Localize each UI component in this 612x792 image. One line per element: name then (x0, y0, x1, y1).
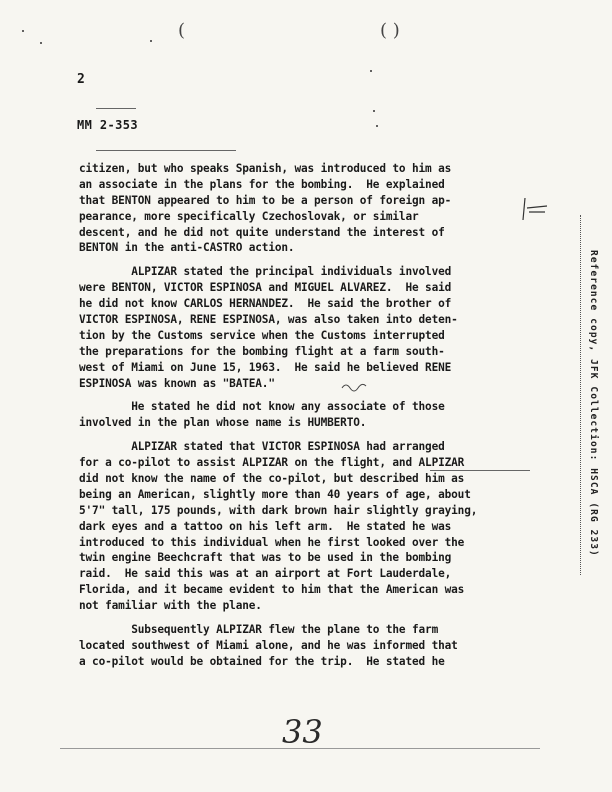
text-line: not familiar with the plane. (79, 599, 262, 613)
file-reference: MM 2-353 (77, 118, 138, 132)
text-line: citizen, but who speaks Spanish, was introduced to him as (79, 162, 452, 175)
scan-line (96, 108, 136, 109)
scan-speck (40, 42, 42, 44)
text-line: he did not know CARLOS HERNANDEZ. He said the brother of (79, 297, 452, 311)
text-line: west of Miami on June 15, 1963. He said he believed RENE (79, 360, 452, 374)
body-text (79, 161, 509, 670)
text-line: being an American, slightly more than 40 years of age, about (79, 487, 471, 501)
text-line: introduced to this individual when he first looked over the (79, 535, 465, 549)
margin-bracket-mark (515, 196, 551, 224)
scan-artifact-parenthesis-left: ( (178, 20, 186, 41)
paragraph (79, 622, 509, 670)
scan-artifact-parenthesis-right: ( ) (380, 20, 400, 41)
scan-speck (376, 125, 378, 127)
scan-speck (22, 30, 24, 32)
text-line: tion by the Customs service when the Customs interrupted (79, 328, 445, 342)
text-line: raid. He said this was at an airport at Fort Lauderdale, (79, 567, 452, 581)
paragraph (79, 439, 509, 614)
scan-speck (370, 70, 372, 72)
paragraph (79, 399, 509, 431)
paragraph (79, 264, 509, 391)
text-line: ALPIZAR stated the principal individuals involved (79, 265, 452, 279)
text-line: did not know the name of the co-pilot, but described him as (79, 472, 465, 486)
text-line: VICTOR ESPINOSA, RENE ESPINOSA, was also taken into deten- (79, 313, 458, 327)
text-line: involved in the plan whose name is HUMBERTO. (79, 416, 367, 430)
paragraph (79, 161, 509, 256)
scan-speck (373, 110, 375, 112)
text-line: ALPIZAR stated that VICTOR ESPINOSA had arranged (79, 440, 445, 454)
scan-line (96, 150, 236, 151)
text-line: Florida, and it became evident to him that the American was (79, 583, 465, 597)
text-line: that BENTON appeared to him to be a person of foreign ap- (79, 193, 452, 207)
text-line: ESPINOSA was known as "BATEA." (79, 376, 275, 390)
text-line: located southwest of Miami alone, and he was informed that (79, 638, 458, 652)
text-line: 5'7" tall, 175 pounds, with dark brown hair slightly graying, (79, 503, 478, 517)
text-line: descent, and he did not quite understand the interest of (79, 225, 445, 239)
page-number: 2 (77, 72, 85, 87)
text-line: Subsequently ALPIZAR flew the plane to the farm (79, 623, 439, 637)
text-line: pearance, more specifically Czechoslovak, or similar (79, 209, 419, 223)
handwritten-page-number: 33 (282, 713, 323, 751)
text-line: were BENTON, VICTOR ESPINOSA and MIGUEL ALVAREZ. He said (79, 281, 452, 295)
text-line: an associate in the plans for the bombing. He explained (79, 177, 445, 191)
text-line: BENTON in the anti-CASTRO action. (79, 241, 295, 255)
text-line: a co-pilot would be obtained for the trip. He stated he (79, 654, 445, 668)
text-line: the preparations for the bombing flight at a farm south- (79, 344, 445, 358)
text-line: He stated he did not know any associate of those (79, 400, 445, 414)
text-line: for a co-pilot to assist ALPIZAR on the flight, and ALPIZAR (79, 456, 465, 470)
text-line: twin engine Beechcraft that was to be used in the bombing (79, 551, 452, 565)
scan-speck (150, 40, 152, 42)
archive-stamp: Reference copy, JFK Collection: HSCA (RG 233) (588, 250, 599, 557)
text-line: dark eyes and a tattoo on his left arm. He stated he was (79, 519, 452, 533)
